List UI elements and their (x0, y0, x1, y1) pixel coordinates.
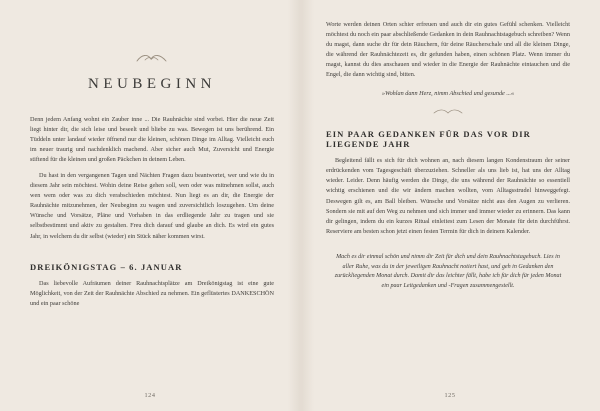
bird-ornament-icon (30, 50, 274, 66)
paragraph: Worte werden deinen Orten schier erfreuen und auch dir ein gutes Gefühl schenken. Vielleicht möchtest du noch ein paar abschließende Gedanken in dein Rauhnachtstagebuch schreiben? Wenn du magst, dann suche dir für dein Räuchern, für deine Räucherschale und all die kleinen Dinge, die während der Rauhnächtezeit es, dir gefunden haben, einen schönen Platz. Wenn immer du magst, kannst du dies anschauen und wieder in die Energie der Rauhnächte eintauchen und die Engel, die dann wichtig sind, bitten. (326, 21, 570, 79)
right-page (300, 0, 600, 411)
section-title: EIN PAAR GEDANKEN FÜR DAS VOR DIR LIEGENDE JAHR (326, 129, 531, 150)
closing-quote: »Wohlan dann Herz, nimm Abschied und gesunde ...« (381, 90, 515, 98)
paragraph: Du hast in den vergangenen Tagen und Nächten Fragen dazu beantwortet, wer und wie du in diesem Jahr sein möchtest. Wohin deine Reise gehen soll, wen oder was mitnehmen sollst, auch wen wem oder was zu dich verabschieden möchtest. Nun liegt es an dir, die Energie der Rauhnächte mitzunehmen, der Neubeginn zu wagen und zuversichtlich loszugehen. Um deine Wünsche und Vorsätze, Pläne und Vorhaben in das erdliegende Jahr zu tragen und sie selbstbestimmt und aktiv zu gestalten. Freu dich darauf und glaube an dich. Es wird ein gutes Jahr, in welchem du dir selbst (wieder) ein Stück näher kommen wirst. (30, 172, 274, 240)
paragraph: Begleitend fällt es sich für dich wohnen an, nach diesem langen Kondenstraum der seiner erdrückenden vom Tagesgeschäft überzuziehen. Schneller als uns lieb ist, hat uns der Alltag wieder. Leider. Denn häufig werden die Dinge, die uns während der Rauhnächte so essentiell wichtig erschienen und die wir ändern machen wollten, vom Alltagsstrudel hinweggefegt. Deswegen gilt es, am Ball bleiben. Wünsche und Vorsätze nicht aus den Augen zu verlieren. Sondern sie mit auf den Weg zu nehmen und sich immer und immer wieder zu erinnern. Das kann dir gelingen, indem du ein kurzes Ritual einleitest zum Lesen der Monate für dein durchführst. Reserviere am besten schon jetzt einen festen Termin für dich in deinem Kalender. (326, 157, 570, 235)
note-text: Mach es dir einmal schön und nimm dir Zeit für dich und dein Rauhnachtstagebuch. Lies in aller Ruhe, was du in der jeweiligen Rauhnacht notiert hast, und geh in Gedanken den zurückliegenden Monat durch. Damit dir das leichter fällt, habe ich für dich für jeden Monat ein paar Leitgedanken und -Fragen zusammengestellt. (334, 253, 562, 290)
page-number: 125 (444, 392, 456, 399)
chapter-title: NEUBEGINN (88, 76, 216, 93)
page-number: 124 (144, 392, 156, 399)
leaf-ornament-icon (326, 108, 570, 119)
paragraph: Denn jedem Anfang wohnt ein Zauber inne ... Die Rauhnächte sind vorbei. Hier die neue Zeit liegt hinter dir, die sich leise und beseelt und bliebe zu was. Bewegen ist uns berührend. Ein Tüddeln unter landauf wieder öffnend nur die kleinen, schönen Dinge im Alltag. Vielleicht euch im neuer traurig und nachdenklich machend. Aber sicher auch Mut, Zuversicht und Energie stiftend für die kleinen und großen Päckchen in deinem Leben. (30, 116, 274, 164)
note-box (334, 253, 562, 292)
section-title: DREIKÖNIGSTAG – 6. JANUAR (30, 261, 183, 272)
paragraph: Das liebevolle Aufräumen deiner Rauhnachtsplätze am Dreikönigstag ist eine gute Möglichkeit, von der Zeit der Rauhnächte Abschied zu nehmen. Ein geflüstertes DANKESCHÖN und ein paar schöne (30, 279, 274, 307)
